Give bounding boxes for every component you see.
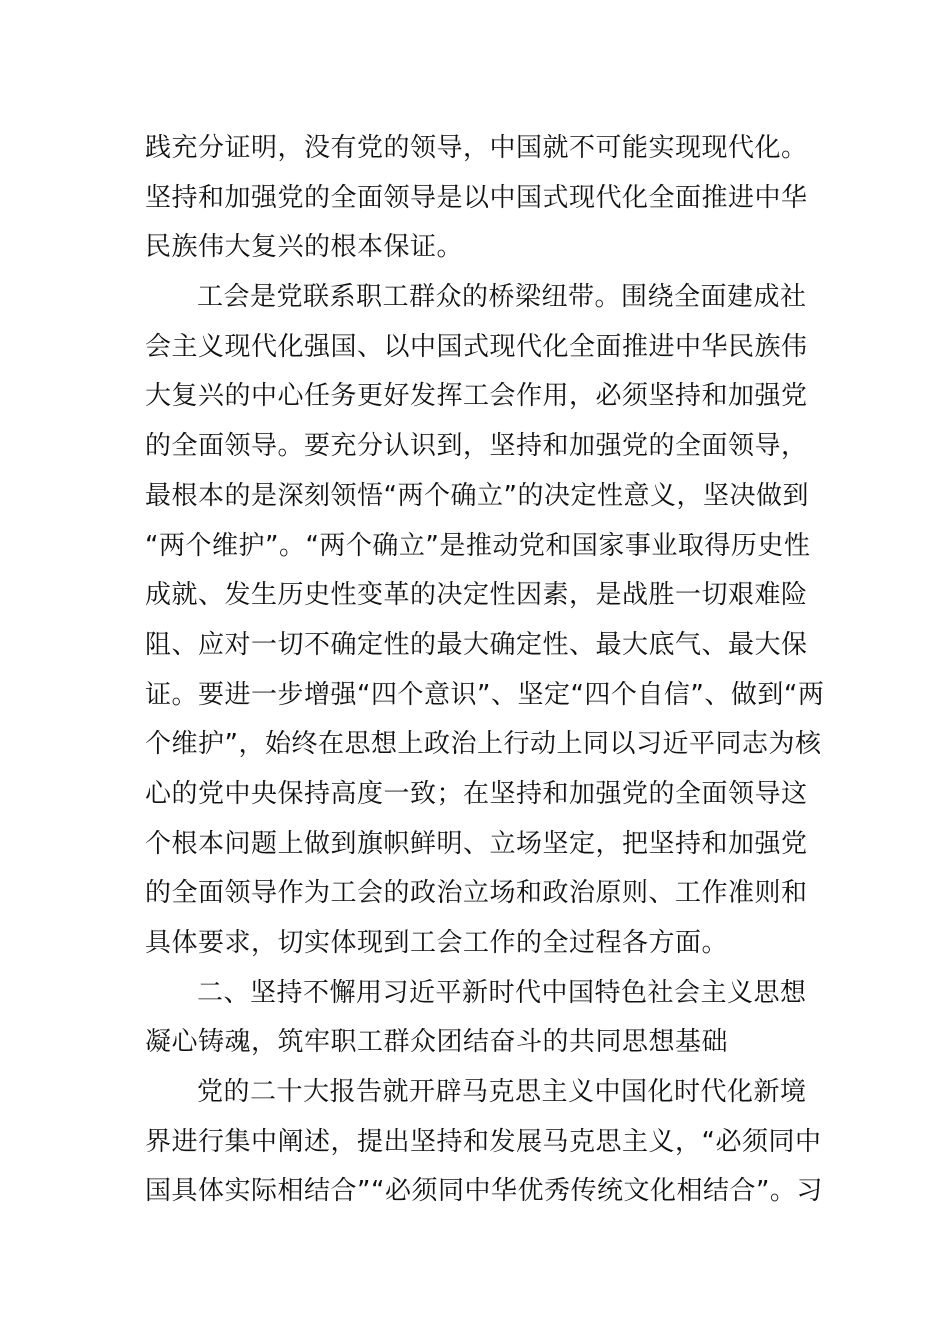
- text-line: 个维护”，始终在思想上政治上行动上同以习近平同志为核: [145, 729, 822, 760]
- text-line: 心的党中央保持高度一致；在坚持和加强党的全面领导这: [145, 778, 808, 809]
- body-text: [145, 124, 825, 1217]
- text-line: 大复兴的中心任务更好发挥工会作用，必须坚持和加强党: [145, 381, 808, 412]
- section-heading-line: 凝心铸魂，筑牢职工群众团结奋斗的共同思想基础: [145, 1027, 729, 1058]
- paragraph-start-line: 工会是党联系职工群众的桥梁纽带。围绕全面建成社: [197, 282, 807, 313]
- text-line: 会主义现代化强国、以中国式现代化全面推进中华民族伟: [145, 331, 808, 362]
- text-line: 证。要进一步增强“四个意识”、坚定“四个自信”、做到“两: [145, 679, 825, 710]
- section-heading-line: 二、坚持不懈用习近平新时代中国特色社会主义思想: [197, 977, 807, 1008]
- text-line: 具体要求，切实体现到工会工作的全过程各方面。: [145, 928, 729, 958]
- text-line: 个根本问题上做到旗帜鲜明、立场坚定，把坚持和加强党: [145, 828, 808, 859]
- text-line: 阻、应对一切不确定性的最大确定性、最大底气、最大保: [145, 629, 808, 660]
- text-line: 成就、发生历史性变革的决定性因素，是战胜一切艰难险: [145, 580, 808, 611]
- text-line: 的全面领导作为工会的政治立场和政治原则、工作准则和: [145, 878, 808, 909]
- text-line: 界进行集中阐述，提出坚持和发展马克思主义，“必须同中: [145, 1126, 822, 1157]
- text-line: 坚持和加强党的全面领导是以中国式现代化全面推进中华: [145, 182, 808, 213]
- paragraph-start-line: 党的二十大报告就开辟马克思主义中国化时代化新境: [197, 1077, 807, 1108]
- text-line: 民族伟大复兴的根本保证。: [145, 232, 464, 263]
- text-line: 最根本的是深刻领悟“两个确立”的决定性意义，坚决做到: [145, 480, 809, 511]
- text-line: 践充分证明，没有党的领导，中国就不可能实现现代化。: [145, 133, 808, 163]
- text-line: “两个维护”。“两个确立”是推动党和国家事业取得历史性: [145, 530, 811, 561]
- text-line: 国具体实际相结合”“必须同中华优秀传统文化相结合”。习: [145, 1176, 823, 1207]
- text-line: 的全面领导。要充分认识到，坚持和加强党的全面领导，: [145, 431, 808, 462]
